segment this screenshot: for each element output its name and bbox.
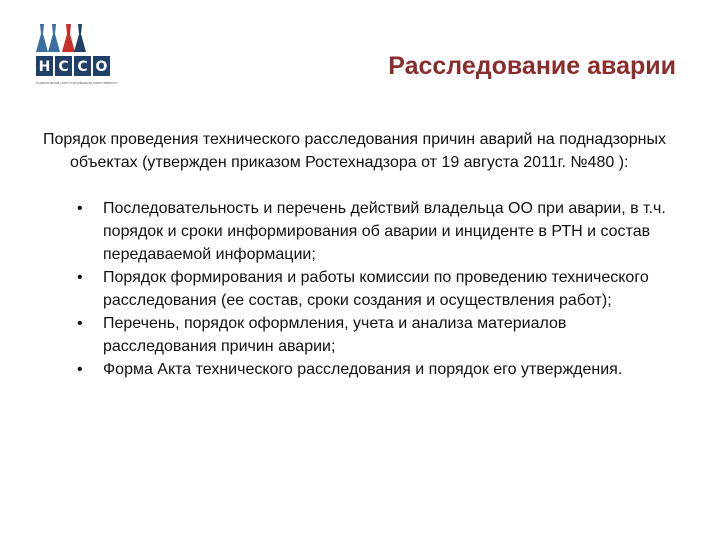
bullet-text: Порядок формирования и работы комиссии по проведению технического расследования (ее состав, сроки создания и осуществления работ); <box>103 269 649 309</box>
bullet-item <box>73 266 673 312</box>
svg-text:С: С <box>58 59 69 75</box>
bullet-marker: • <box>77 269 83 286</box>
bullet-marker: • <box>77 200 83 217</box>
nsso-logo <box>34 22 118 94</box>
bullet-item <box>73 358 673 381</box>
bullet-item <box>73 197 673 266</box>
svg-text:Н: Н <box>38 59 51 75</box>
svg-text:НАЦИОНАЛЬНЫЙ СОЮЗ СТРАХОВЩИКОВ: НАЦИОНАЛЬНЫЙ СОЮЗ СТРАХОВЩИКОВ ОТВЕТСТВЕННОСТИ <box>36 82 118 85</box>
bullet-text: Форма Акта технического расследования и порядок его утверждения. <box>103 361 623 378</box>
bullet-item <box>73 312 673 358</box>
slide-title: Расследование аварии <box>388 52 676 80</box>
nsso-emblem-icon <box>34 22 118 94</box>
bullet-list <box>73 197 673 381</box>
intro-paragraph: Порядок проведения технического расследования причин аварий на поднадзорных объектах (утвержден приказом Ростехнадзора от 19 августа 2011г. №480 ): <box>43 131 667 171</box>
svg-text:О: О <box>95 59 108 75</box>
bullet-text: Перечень, порядок оформления, учета и анализа материалов расследования причин аварии; <box>103 315 567 355</box>
bullet-marker: • <box>77 315 83 332</box>
bullet-marker: • <box>77 361 83 378</box>
svg-text:С: С <box>77 59 88 75</box>
bullet-text: Последовательность и перечень действий владельца ОО при аварии, в т.ч. порядок и сроки информирования об аварии и инциденте в РТН и состав передаваемой информации; <box>103 200 666 263</box>
